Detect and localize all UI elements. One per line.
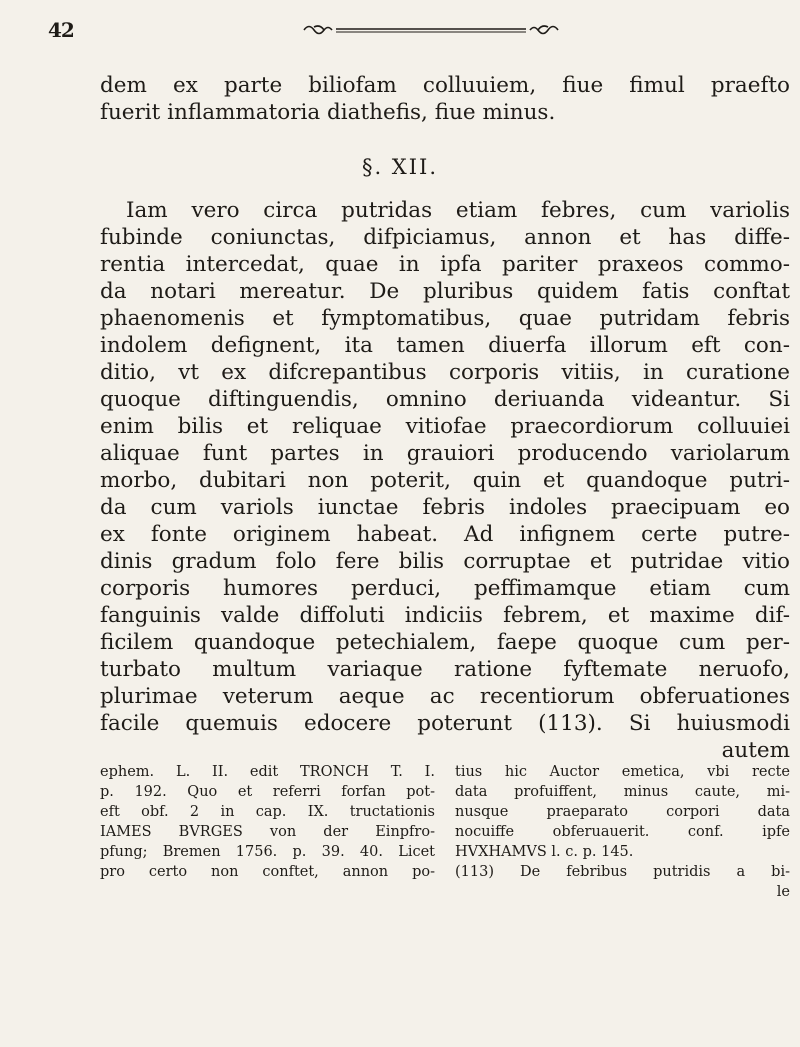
main-paragraph <box>100 197 790 764</box>
footnote-line: eft obf. 2 in cap. IX. tructationis <box>100 804 435 820</box>
footnote-line: p. 192. Quo et referri forfan pot- <box>100 784 435 800</box>
text-line: ex fonte originem habeat. Ad infignem certe putre- <box>100 522 790 547</box>
footnote-line: nocuiffe obferuauerit. conf. ipfe <box>455 824 790 840</box>
text-line: plurimae veterum aeque ac recentiorum obferuationes <box>100 684 790 709</box>
text-line: da notari mereatur. De pluribus quidem fatis conftat <box>100 279 790 304</box>
text-line: ditio, vt ex difcrepantibus corporis vitiis, in curatione <box>100 360 790 385</box>
text-line: da cum variols iunctae febris indoles praecipuam eo <box>100 495 790 520</box>
footnote-line: tius hic Auctor emetica, vbi recte <box>455 764 790 780</box>
footnote-column-left <box>100 762 435 902</box>
text-line: aliquae funt partes in grauiori producendo variolarum <box>100 441 790 466</box>
intro-text <box>100 72 790 126</box>
text-line: fuerit inflammatoria diathefis, fiue minus. <box>100 100 556 125</box>
footnote-line: ephem. L. II. edit TRONCH T. I. <box>100 764 435 780</box>
text-line: enim bilis et reliquae vitiofae praecordiorum colluuiei <box>100 414 790 439</box>
text-line: turbato multum variaque ratione fyftemate neruofo, <box>100 657 790 682</box>
text-line: Iam vero circa putridas etiam febres, cum variolis <box>126 198 790 223</box>
text-line: corporis humores perduci, peffimamque etiam cum <box>100 576 790 601</box>
footnote-catchword: le <box>776 884 790 900</box>
text-line: ficilem quandoque petechialem, faepe quoque cum per- <box>100 630 790 655</box>
page-number: 42 <box>48 18 74 42</box>
section-heading: §. XII. <box>361 155 439 179</box>
text-line: dem ex parte biliofam colluuiem, fiue fimul praefto <box>100 73 790 98</box>
text-line: facile quemuis edocere poterunt (113). Si huiusmodi <box>100 711 790 736</box>
text-line: quoque diftinguendis, omnino deriuanda videantur. Si <box>100 387 790 412</box>
text-line: morbo, dubitari non poterit, quin et quandoque putri- <box>100 468 790 493</box>
footnote-line: pfung; Bremen 1756. p. 39. 40. Licet <box>100 844 435 860</box>
footnote-line: HVXHAMVS l. c. p. 145. <box>455 844 634 860</box>
text-line: phaenomenis et fymptomatibus, quae putridam febris <box>100 306 790 331</box>
footnote-line: pro certo non conftet, annon po- <box>100 864 435 880</box>
footnotes <box>100 762 790 902</box>
text-line: rentia intercedat, quae in ipfa pariter praxeos commo- <box>100 252 790 277</box>
text-line: indolem defignent, ita tamen diuerfa illorum eft con- <box>100 333 790 358</box>
footnote-line: IAMES BVRGES von der Einpfro- <box>100 824 435 840</box>
text-line: dinis gradum folo fere bilis corruptae et putridae vitio <box>100 549 790 574</box>
footnote-line: data profuiffent, minus caute, mi- <box>455 784 790 800</box>
footnote-column-right <box>455 762 790 902</box>
text-line: fubinde coniunctas, difpiciamus, annon et has diffe- <box>100 225 790 250</box>
footnote-line: (113) De febribus putridis a bi- <box>455 864 790 880</box>
catchword: autem <box>721 738 790 763</box>
footnote-line: nusque praeparato corpori data <box>455 804 790 820</box>
text-line: fanguinis valde diffoluti indiciis febrem, et maxime dif- <box>100 603 790 628</box>
header-ornament <box>300 22 562 38</box>
